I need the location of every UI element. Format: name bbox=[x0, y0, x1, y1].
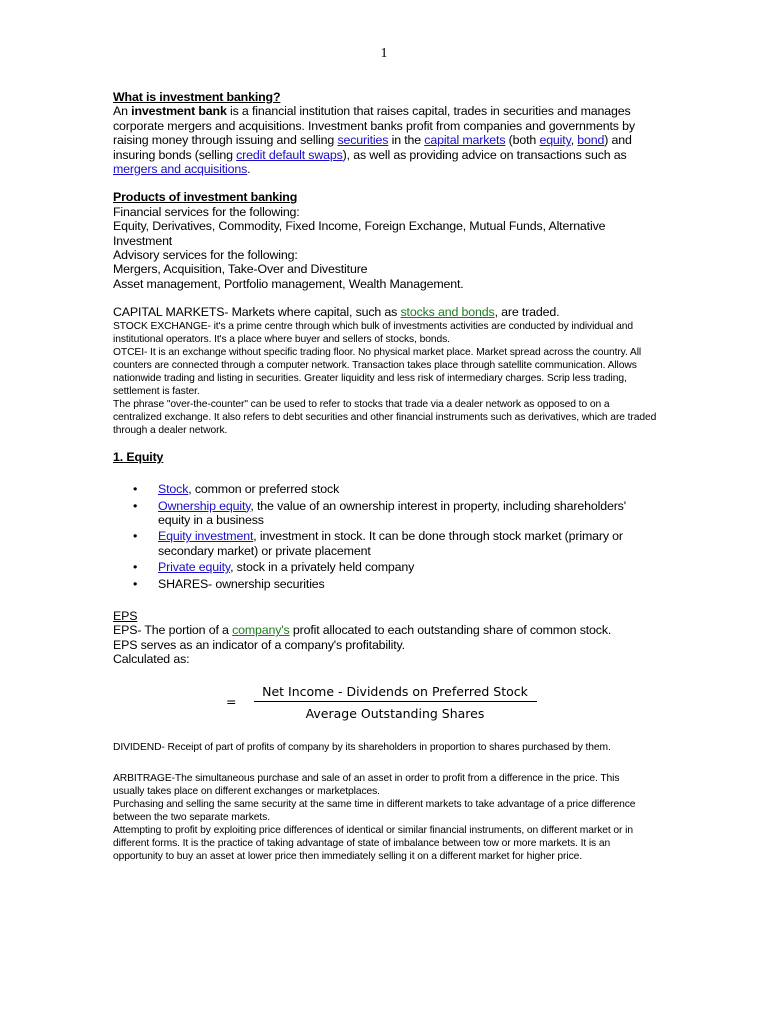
list-item bbox=[113, 499, 658, 528]
arbitrage-paragraph: ARBITRAGE-The simultaneous purchase and sale of an asset in order to profit from a difference in the price. This usually takes place on different exchanges or marketplaces. bbox=[113, 773, 620, 797]
link-equity-investment[interactable]: Equity investment bbox=[158, 529, 254, 544]
intro-text: in the bbox=[388, 133, 425, 148]
heading-eps: EPS bbox=[113, 608, 138, 623]
formula-numerator: Net Income - Dividends on Preferred Stock bbox=[262, 684, 528, 699]
eps-calculated-as: Calculated as: bbox=[113, 652, 190, 667]
link-stocks-and-bonds[interactable]: stocks and bonds bbox=[400, 305, 495, 320]
intro-bold-term: investment bank bbox=[131, 104, 227, 119]
products-line: Advisory services for the following: bbox=[113, 248, 298, 263]
bullet: • bbox=[133, 498, 138, 513]
link-bond[interactable]: bond bbox=[577, 133, 605, 148]
intro-text: is a financial institution that raises capital, trades in securities and manages corporate mergers and acquisitions. Investment banks profit from companies and governments by raising money through issuing and selling bbox=[113, 104, 635, 148]
eps-text: EPS- The portion of a bbox=[113, 623, 233, 638]
link-securities[interactable]: securities bbox=[337, 133, 389, 148]
eps-indicator: EPS serves as an indicator of a company's profitability. bbox=[113, 637, 405, 652]
list-item-text: , common or preferred stock bbox=[188, 482, 340, 497]
capital-markets-line bbox=[113, 305, 658, 319]
products-line: Financial services for the following: bbox=[113, 204, 300, 219]
intro-text: . bbox=[247, 162, 251, 177]
list-item-text: SHARES- ownership securities bbox=[158, 576, 325, 591]
capital-markets-text: CAPITAL MARKETS- Markets where capital, such as bbox=[113, 305, 401, 320]
arbitrage-paragraph: Purchasing and selling the same security at the same time in different markets to take advantage of a price difference between the two separate markets. bbox=[113, 799, 636, 823]
otc-phrase-paragraph: The phrase "over-the-counter" can be used to refer to stocks that trade via a dealer network as opposed to on a centralized exchange. It also refers to debt securities and other financial instruments such as derivatives, which are traded through a dealer network. bbox=[113, 398, 657, 436]
intro-text: An bbox=[113, 104, 132, 119]
formula-divider bbox=[254, 701, 537, 702]
lower-body bbox=[113, 741, 648, 863]
eps-text: profit allocated to each outstanding share of common stock. bbox=[289, 623, 612, 638]
list-item-text: , investment in stock. It can be done through stock market (primary or secondary market) or private placement bbox=[158, 529, 623, 558]
link-private-equity[interactable]: Private equity bbox=[158, 560, 231, 575]
formula-equals: = bbox=[226, 694, 237, 709]
link-credit-default-swaps[interactable]: credit default swaps bbox=[236, 147, 343, 162]
list-item bbox=[113, 482, 658, 496]
arbitrage-paragraph: Attempting to profit by exploiting price differences of identical or similar financial instruments, on different market or in different forms. It is the practice of taking advantage of state of imbalance between tow or more markets. It is an opportunity to buy an asset at lower price then immediately selling it on a different market for higher price. bbox=[113, 825, 633, 862]
document-body bbox=[113, 90, 658, 667]
products-line: Equity, Derivatives, Commodity, Fixed Income, Foreign Exchange, Mutual Funds, Alternative Investment bbox=[113, 219, 606, 248]
list-item bbox=[113, 560, 658, 574]
link-equity[interactable]: equity bbox=[539, 133, 571, 148]
list-item-text: , the value of an ownership interest in property, including shareholders' equity in a business bbox=[158, 498, 626, 527]
otcei-paragraph: OTCEI- It is an exchange without specific trading floor. No physical market place. Market spread across the country. All counters are connected through a computer network. Transaction takes place through satellite communication. Allows nationwide trading and listing in securities. Greater liquidity and less risk of intermediary charges. Scrip less trading, settlement is faster. bbox=[113, 346, 642, 397]
intro-text: (both bbox=[505, 133, 540, 148]
intro-text: , bbox=[570, 133, 578, 148]
heading-products: Products of investment banking bbox=[113, 190, 298, 205]
heading-equity bbox=[113, 450, 658, 464]
intro-paragraph bbox=[113, 104, 658, 176]
dividend-paragraph: DIVIDEND- Receipt of part of profits of company by its shareholders in proportion to shares purchased by them. bbox=[113, 742, 611, 753]
bullet: • bbox=[133, 576, 138, 591]
capital-markets-text: , are traded. bbox=[494, 305, 560, 320]
list-item-text: , stock in a privately held company bbox=[230, 560, 415, 575]
list-item bbox=[113, 529, 658, 558]
products-line: Mergers, Acquisition, Take-Over and Divestiture bbox=[113, 262, 368, 277]
equity-list bbox=[113, 482, 658, 591]
bullet: • bbox=[133, 560, 138, 575]
link-companys[interactable]: company's bbox=[232, 623, 290, 638]
eps-definition bbox=[113, 623, 658, 637]
link-mergers-and-acquisitions[interactable]: mergers and acquisitions bbox=[113, 162, 248, 177]
link-stock[interactable]: Stock bbox=[158, 482, 189, 497]
list-item bbox=[113, 577, 658, 591]
products-line: Asset management, Portfolio management, Wealth Management. bbox=[113, 276, 464, 291]
bullet: • bbox=[133, 482, 138, 497]
bullet: • bbox=[133, 529, 138, 544]
equity-number: 1. bbox=[113, 449, 124, 464]
intro-text: ), as well as providing advice on transactions such as bbox=[342, 147, 627, 162]
page-number: 1 bbox=[380, 46, 388, 61]
formula-denominator: Average Outstanding Shares bbox=[305, 706, 485, 721]
heading-what-is-investment-banking: What is investment banking? bbox=[113, 90, 281, 104]
intro-text: ) and insuring bonds (selling bbox=[113, 133, 632, 162]
link-capital-markets[interactable]: capital markets bbox=[424, 133, 506, 148]
equity-title: Equity bbox=[123, 449, 164, 464]
link-ownership-equity[interactable]: Ownership equity bbox=[158, 498, 251, 513]
stock-exchange-paragraph: STOCK EXCHANGE- it's a prime centre through which bulk of investments activities are conducted by individual and institutional operators. It's a place where buyer and sellers of stocks, bonds. bbox=[113, 320, 633, 345]
